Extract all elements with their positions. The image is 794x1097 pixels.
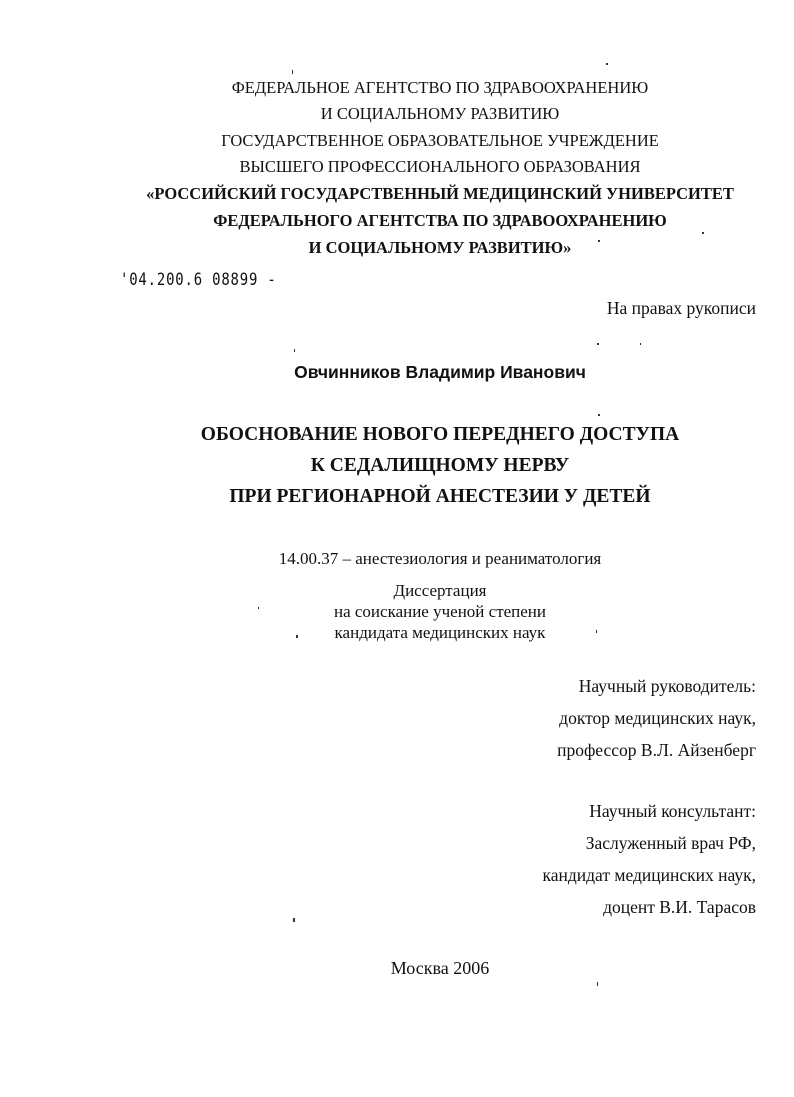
scan-speck [640,343,641,345]
title-line-2: К СЕДАЛИЩНОМУ НЕРВУ [310,455,570,476]
city-year: Москва 2006 [390,958,490,978]
university-name-line-2: ФЕДЕРАЛЬНОГО АГЕНТСТВА ПО ЗДРАВООХРАНЕНИЮ [213,211,667,230]
scan-speck [292,70,293,74]
supervisor-label: Научный руководитель: [578,676,756,696]
scan-speck [598,240,600,242]
specialty-code: 14.00.37 – анестезиология и реаниматология [278,549,602,568]
manuscript-rights: На правах рукописи [606,298,756,318]
university-name-line-3: И СОЦИАЛЬНОМУ РАЗВИТИЮ» [308,238,572,257]
author-name: Овчинников Владимир Иванович [294,362,586,382]
consultant-degree: кандидат медицинских наук, [542,865,756,885]
org-line-1: ФЕДЕРАЛЬНОЕ АГЕНТСТВО ПО ЗДРАВООХРАНЕНИЮ [231,78,649,97]
org-line-4: ВЫСШЕГО ПРОФЕССИОНАЛЬНОГО ОБРАЗОВАНИЯ [239,157,641,176]
scan-speck [296,635,298,638]
dissertation-purpose: на соискание ученой степени [333,602,547,621]
supervisor-name: профессор В.Л. Айзенберг [557,740,756,760]
title-line-1: ОБОСНОВАНИЕ НОВОГО ПЕРЕДНЕГО ДОСТУПА [200,424,680,445]
scan-speck [294,349,295,352]
org-line-3: ГОСУДАРСТВЕННОЕ ОБРАЗОВАТЕЛЬНОЕ УЧРЕЖДЕНИЕ [221,131,659,150]
registration-stamp: '04.200.6 08899 - [120,270,277,290]
university-name-line-1: «РОССИЙСКИЙ ГОСУДАРСТВЕННЫЙ МЕДИЦИНСКИЙ УНИВЕРСИТЕТ [146,184,734,203]
scan-speck [598,414,600,416]
consultant-label: Научный консультант: [589,801,756,821]
dissertation-label: Диссертация [393,581,487,600]
supervisor-degree: доктор медицинских наук, [559,708,756,728]
org-line-2: И СОЦИАЛЬНОМУ РАЗВИТИЮ [320,104,560,123]
scan-speck [702,232,704,234]
dissertation-degree: кандидата медицинских наук [334,623,546,642]
consultant-name: доцент В.И. Тарасов [603,897,756,917]
scan-speck [258,607,259,609]
title-line-3: ПРИ РЕГИОНАРНОЙ АНЕСТЕЗИИ У ДЕТЕЙ [229,486,651,507]
scan-speck [293,918,295,922]
scan-speck [597,982,598,986]
scan-speck [596,630,597,633]
consultant-honor: Заслуженный врач РФ, [585,833,756,853]
scan-speck [597,343,599,345]
scan-speck [606,63,608,65]
